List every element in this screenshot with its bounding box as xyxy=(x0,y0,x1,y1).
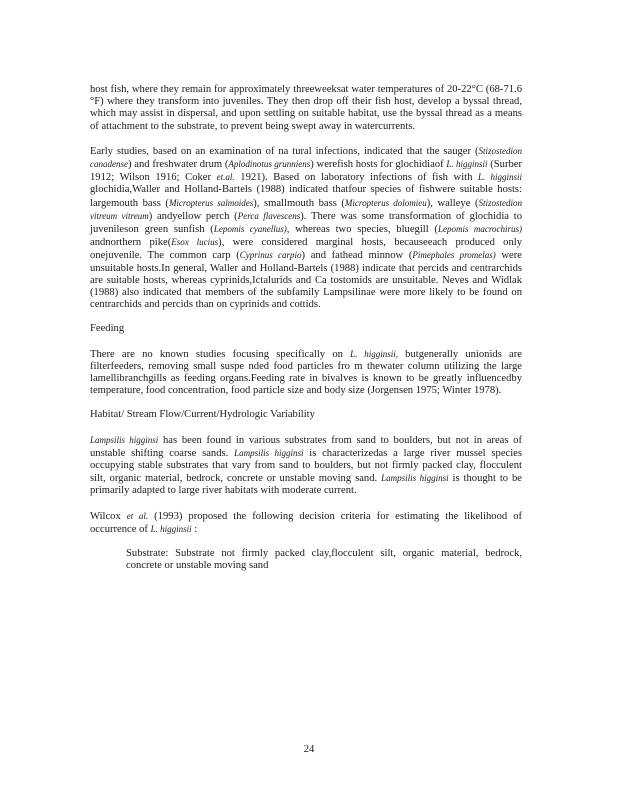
italic-term: Micropterus salmoides xyxy=(168,197,254,208)
italic-term: Lampsilis higginsi xyxy=(381,473,449,484)
italic-term: L. higginsii xyxy=(446,159,488,170)
text-run: host fish, where they remain for approximately threeweeksat water temperatures of 20-22°C (68-71.6 °F) where they transform into juveniles. They then drop off their fish host, develop a byssal thread, which may assist in dispersal, and upon settling on suitable habitat, use the byssal thread as a means of attachment to the substrate, to prevent being swept away in watercurrents. xyxy=(90,84,522,132)
text-run: ) werefish hosts for glochidiaof xyxy=(310,159,447,171)
page-content xyxy=(90,84,522,573)
text-run: (Surber 1912; Wilson 1916; Coker xyxy=(90,159,523,184)
text-run: ) and fathead minnow ( xyxy=(301,250,413,262)
text-run: ), walleye ( xyxy=(426,197,479,209)
text-run: andnorthern pike( xyxy=(90,237,172,249)
page-number: 24 xyxy=(303,744,315,755)
criteria-item-substrate xyxy=(90,548,522,572)
italic-term: L. higginsii, xyxy=(350,348,398,359)
text-run: butgenerally unionids are filterfeeders, removing small suspe nded food particles fro m thewater column utilizing the large lamellibranchgills as feeding organs.Feeding rate in bivalves is known to be greatly influencedby temperature, food concentration, food particle size and body size (Jorgensen 1975; Winter 1978). xyxy=(90,348,522,397)
criteria-text: Substrate: Substrate not firmly packed clay,flocculent silt, organic material, bedrock, concrete or unstable moving sand xyxy=(126,548,522,572)
italic-term: Lepomis macrochirus) xyxy=(437,224,522,235)
italic-term: Pimephales promelas) xyxy=(412,250,496,261)
italic-term: L. higginsii xyxy=(478,172,523,183)
italic-term: et.al. xyxy=(216,172,235,183)
text-run: 1921). Based on laboratory infections of fish with xyxy=(234,172,479,184)
text-run: is thought to be primarily adapted to large river habitats with moderate current. xyxy=(90,473,522,497)
text-run: Wilcox xyxy=(90,510,127,522)
italic-term: Lepomis cyanellus) xyxy=(213,224,287,235)
paragraph-habitat xyxy=(90,434,522,498)
italic-term: et al. xyxy=(126,510,149,521)
italic-term: Micropterus dolomieu xyxy=(344,197,427,208)
text-run: is characterizedas a large river mussel species occupying stable substrates that vary from sand to boulders, but not firmly packed clay, flocculent silt, organic material, bedrock, concrete or unstable moving sand. xyxy=(90,447,522,485)
italic-term: Aplodinotus grunniens xyxy=(228,159,311,170)
text-run: There are no known studies focusing specifically on xyxy=(90,348,351,360)
text-run: has been found in various substrates from sand to boulders, but not in areas of unstable shifting coarse sands. xyxy=(90,434,523,459)
text-run: ), smallmouth bass ( xyxy=(253,197,345,209)
paragraph-early-studies xyxy=(90,145,522,312)
text-run: ) andyellow perch ( xyxy=(148,210,238,222)
text-run: : xyxy=(191,523,198,535)
italic-term: Lampsilis higginsi xyxy=(90,434,159,445)
text-run: , whereas two species, bluegill ( xyxy=(286,224,438,236)
italic-term: L. higginsii xyxy=(150,523,192,534)
italic-term: Lampsilis higginsi xyxy=(234,447,304,458)
italic-term: Cyprinus carpio xyxy=(239,250,302,261)
paragraph-host-fish xyxy=(90,84,522,133)
text-run: ) and freshwater drum ( xyxy=(128,159,229,171)
paragraph-feeding xyxy=(90,348,522,398)
text-run: ), were considered marginal hosts, becauseeach produced only onejuvenile. The common carp ( xyxy=(90,237,522,262)
heading-feeding: Feeding xyxy=(90,323,125,335)
text-run: were unsuitable hosts.In general, Waller and Holland-Bartels (1988) indicate that percids and centrarchids are suitable hosts, whereas cyprinids,Ictalurids and Ca tostomids are unsuitable. Neves and Widlak (1988) also indicated that members of the subfamily Lampsilinae were more likely to be found on centrarchids and percids than on cyprinids and cottids. xyxy=(90,250,522,311)
italic-term: Stizostedion canadense xyxy=(90,145,522,170)
text-run: (1993) proposed the following decision criteria for estimating the likelihood of occurrence of xyxy=(90,510,523,535)
italic-term: Stizostedion vitreum vitreum xyxy=(90,197,522,221)
italic-term: Esox lucius xyxy=(171,237,219,248)
text-run: Early studies, based on an examination of na tural infections, indicated that the sauger ( xyxy=(90,145,479,157)
italic-term: Perca flavescens xyxy=(237,210,301,221)
bullet-icon xyxy=(90,548,126,572)
heading-habitat: Habitat/ Stream Flow/Current/Hydrologic Variability xyxy=(90,409,315,421)
text-run: glochidia,Waller and Holland-Bartels (1988) indicated thatfour species of fishwere suitable hosts: largemouth bass ( xyxy=(90,184,522,209)
criteria-list xyxy=(90,548,522,572)
text-run: ). There was some transformation of glochidia to juvenileson green sunfish ( xyxy=(90,210,522,236)
paragraph-wilcox xyxy=(90,510,522,536)
